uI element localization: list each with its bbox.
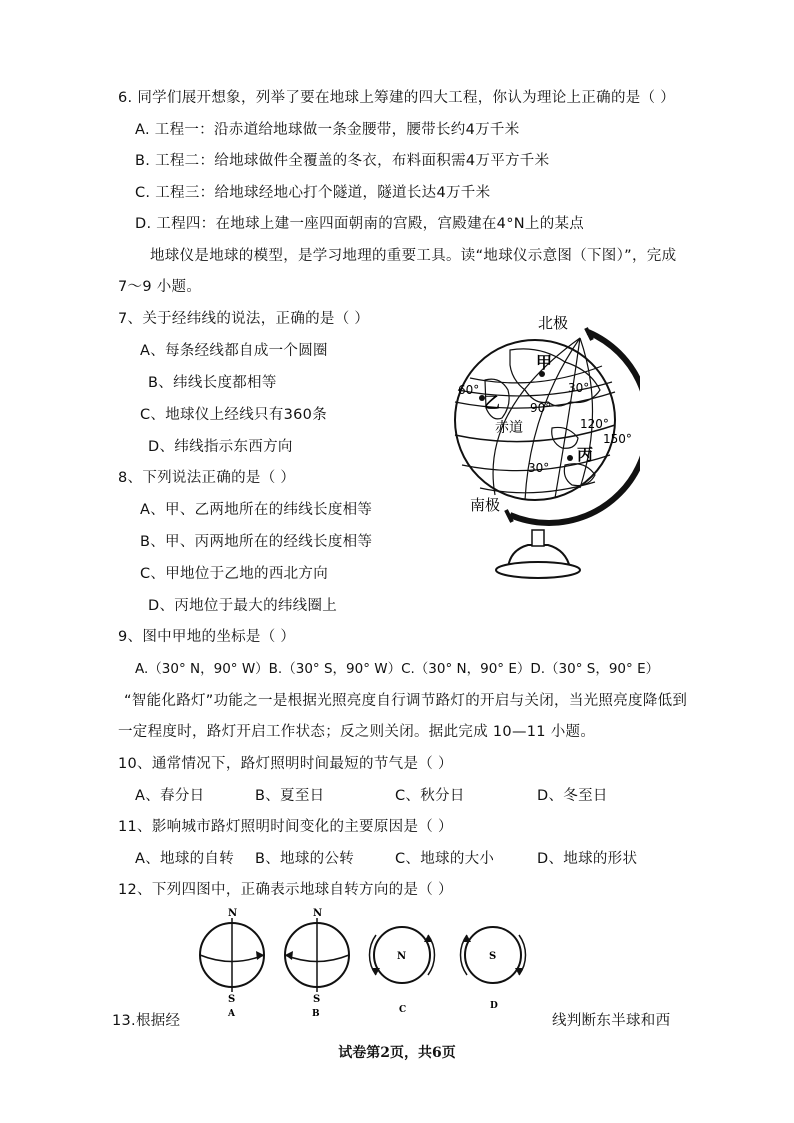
rotation-figure (180, 900, 560, 1020)
q10-stem: 10、通常情况下，路灯照明时间最短的节气是（ ） (118, 756, 453, 772)
figure-b (285, 908, 349, 1019)
label-south-pole: 南极 (470, 496, 501, 514)
label-north-pole: 北极 (538, 314, 569, 332)
fig-b-s: S (313, 994, 321, 1005)
label-lon-60: 60° (458, 383, 480, 397)
figure-c (369, 927, 434, 1015)
q6-stem: 6. 同学们展开想象，列举了要在地球上筹建的四大工程，你认为理论上正确的是（ ） (118, 90, 676, 106)
south-axis (506, 510, 512, 522)
q7-option-b: B、纬线长度都相等 (148, 375, 277, 391)
q9-options: A.（30° N，90° W）B.（30° S，90° W）C.（30° N，90° E）D.（30° S，90° E） (135, 661, 660, 677)
q7-stem: 7、关于经纬线的说法，正确的是（ ） (118, 311, 370, 327)
q7-option-d: D、纬线指示东西方向 (148, 439, 293, 455)
q12-stem: 12、下列四图中，正确表示地球自转方向的是（ ） (118, 882, 453, 898)
page-footer: 试卷第2页，共6页 (338, 1045, 456, 1061)
q10-option-b: B、夏至日 (255, 788, 325, 804)
label-bing: 丙 (577, 445, 594, 464)
label-equator: 赤道 (495, 420, 523, 436)
fig-b-n: N (313, 908, 323, 919)
q6-option-a: A. 工程一：沿赤道给地球做一条金腰带，腰带长约4万千米 (135, 122, 520, 138)
north-axis (586, 328, 592, 340)
figure-d (460, 927, 525, 1011)
label-lon-150: 150° (603, 432, 632, 446)
q6-option-c: C. 工程三：给地球经地心打个隧道，隧道长达4万千米 (135, 185, 491, 201)
q10-option-c: C、秋分日 (395, 788, 465, 804)
q7-option-c: C、地球仪上经线只有360条 (140, 407, 327, 423)
figure-a (200, 908, 264, 1019)
stand-post (532, 530, 544, 546)
intro2-line2: 一定程度时，路灯开启工作状态；反之则关闭。据此完成 10—11 小题。 (118, 724, 596, 740)
q6-option-b: B. 工程二：给地球做件全覆盖的冬衣，布料面积需4万平方千米 (135, 153, 550, 169)
q8-option-c: C、甲地位于乙地的西北方向 (140, 566, 329, 582)
q8-stem: 8、下列说法正确的是（ ） (118, 470, 296, 486)
q8-option-a: A、甲、乙两地所在的纬线长度相等 (140, 502, 373, 518)
q10-option-a: A、春分日 (135, 788, 205, 804)
q8-option-d: D、丙地位于最大的纬线圈上 (148, 598, 338, 614)
fig-d-label: D (490, 1001, 498, 1011)
point-bing (567, 455, 573, 461)
label-lat-30s: 30° (528, 461, 550, 475)
label-jia: 甲 (536, 353, 553, 372)
fig-d-s: S (489, 951, 497, 962)
fig-c-label: C (399, 1005, 407, 1015)
label-lat-30n: 30° (568, 381, 590, 395)
intro1-line2: 7～9 小题。 (118, 279, 202, 295)
q11-stem: 11、影响城市路灯照明时间变化的主要原因是（ ） (118, 819, 453, 835)
fig-b-label: B (312, 1009, 320, 1019)
fig-a-s: S (228, 994, 236, 1005)
globe-figure (440, 310, 640, 590)
q9-stem: 9、图中甲地的坐标是（ ） (118, 629, 296, 645)
fig-a-n: N (228, 908, 238, 919)
q11-option-a: A、地球的自转 (135, 851, 235, 867)
q11-option-b: B、地球的公转 (255, 851, 355, 867)
q13-stem-start: 13.根据经 (112, 1013, 181, 1029)
q8-option-b: B、甲、丙两地所在的经线长度相等 (140, 534, 373, 550)
q13-stem-end: 线判断东半球和西 (552, 1013, 671, 1029)
intro1-line1: 地球仪是地球的模型，是学习地理的重要工具。读“地球仪示意图（下图）”，完成 (150, 248, 677, 264)
fig-c-n: N (397, 951, 407, 962)
stand-base (496, 562, 580, 578)
q11-option-d: D、地球的形状 (537, 851, 638, 867)
q6-option-d: D. 工程四：在地球上建一座四面朝南的宫殿，宫殿建在4°N上的某点 (135, 216, 585, 232)
label-yi: 乙 (484, 393, 501, 412)
label-lon-90: 90° (530, 401, 552, 415)
intro2-line1: “智能化路灯”功能之一是根据光照亮度自行调节路灯的开启与关闭，当光照亮度降低到 (124, 693, 688, 709)
label-lon-120: 120° (580, 417, 609, 431)
q10-option-d: D、冬至日 (537, 788, 608, 804)
q7-option-a: A、每条经线都自成一个圆圈 (140, 343, 328, 359)
fig-a-label: A (228, 1009, 235, 1019)
q11-option-c: C、地球的大小 (395, 851, 495, 867)
